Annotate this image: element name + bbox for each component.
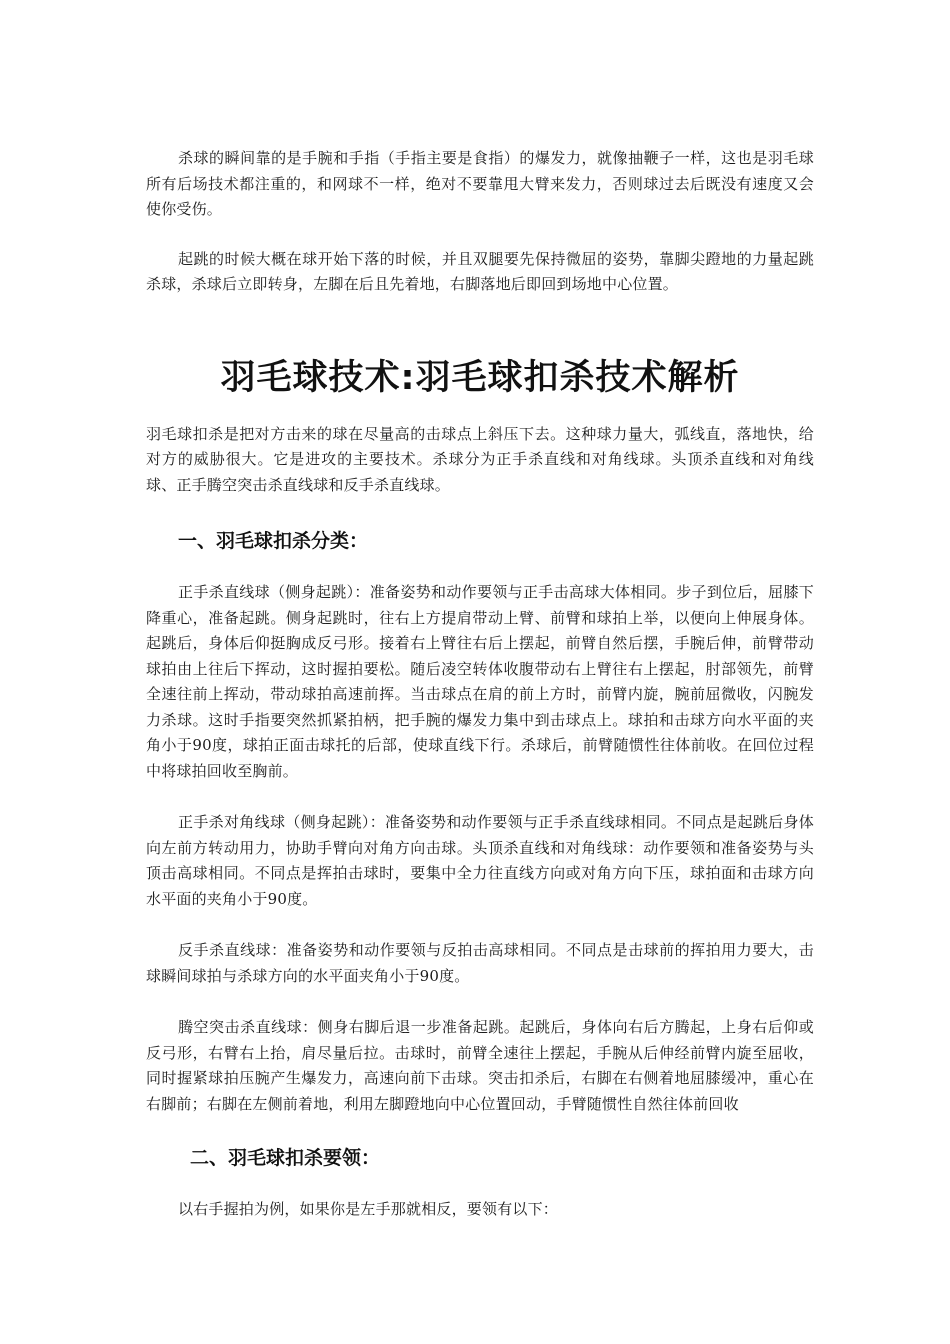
section-heading-classification: 一、羽毛球扣杀分类： (178, 530, 369, 552)
document-page (146, 146, 814, 1223)
paragraph-backhand-straight: 反手杀直线球：准备姿势和动作要领与反拍击高球相同。不同点是击球前的挥拍用力要大，击球瞬间球拍与杀球方向的水平面夹角小于90度。 (146, 941, 814, 985)
paragraph-wrist-power: 杀球的瞬间靠的是手腕和手指（手指主要是食指）的爆发力，就像抽鞭子一样，这也是羽毛球所有后场技术都注重的，和网球不一样，绝对不要靠甩大臂来发力，否则球过去后既没有速度又会使你受伤。 (146, 149, 814, 218)
paragraph-jump-timing: 起跳的时候大概在球开始下落的时候，并且双腿要先保持微屈的姿势，靠脚尖蹬地的力量起跳杀球，杀球后立即转身，左脚在后且先着地，右脚落地后即回到场地中心位置。 (146, 249, 814, 293)
paragraph-right-hand-grip: 以右手握拍为例，如果你是左手那就相反，要领有以下： (178, 1200, 559, 1218)
article-intro: 羽毛球扣杀是把对方击来的球在尽量高的击球点上斜压下去。这种球力量大，弧线直，落地快，给对方的威胁很大。它是进攻的主要技术。杀球分为正手杀直线和对角线球。头顶杀直线和对角线球、正手腾空突击杀直线球和反手杀直线球。 (146, 424, 814, 494)
paragraph-forehand-straight: 正手杀直线球（侧身起跳）：准备姿势和动作要领与正手击高球大体相同。步子到位后，屈膝下降重心，准备起跳。侧身起跳时，往右上方提肩带动上臂、前臂和球拍上举，以便向上伸展身体。起跳后，身体后仰挺胸成反弓形。接着右上臂往右后上摆起，前臂自然后摆，手腕后伸，前臂带动球拍由上往后下挥动，这时握拍要松。随后凌空转体收腹带动右上臂往右上摆起，肘部领先，前臂全速往前上挥动，带动球拍高速前挥。当击球点在肩的前上方时，前臂内旋，腕前屈微收，闪腕发力杀球。这时手指要突然抓紧拍柄，把手腕的爆发力集中到击球点上。球拍和击球方向水平面的夹角小于90度，球拍正面击球托的后部，使球直线下行。杀球后，前臂随惯性往体前收。在回位过程中将球拍回收至胸前。 (146, 583, 814, 780)
paragraph-jump-smash: 腾空突击杀直线球：侧身右脚后退一步准备起跳。起跳后，身体向右后方腾起，上身右后仰或反弓形，右臂右上抬，肩尽量后拉。击球时，前臂全速往上摆起，手腕从后伸经前臂内旋至屈收，同时握紧球拍压腕产生爆发力，高速向前下击球。突击扣杀后，右脚在右侧着地屈膝缓冲，重心在右脚前；右脚在左侧前着地，利用左脚蹬地向中心位置回动，手臂随惯性自然往体前回收 (146, 1018, 814, 1113)
section-heading-essentials: 二、羽毛球扣杀要领： (190, 1147, 381, 1169)
article-title: 羽毛球技术:羽毛球扣杀技术解析 (220, 357, 740, 398)
paragraph-forehand-diagonal: 正手杀对角线球（侧身起跳）：准备姿势和动作要领与正手杀直线球相同。不同点是起跳后身体向左前方转动用力，协助手臂向对角方向击球。头顶杀直线和对角线球：动作要领和准备姿势与头顶击高球相同。不同点是挥拍击球时，要集中全力往直线方向或对角方向下压，球拍面和击球方向水平面的夹角小于90度。 (146, 813, 814, 908)
